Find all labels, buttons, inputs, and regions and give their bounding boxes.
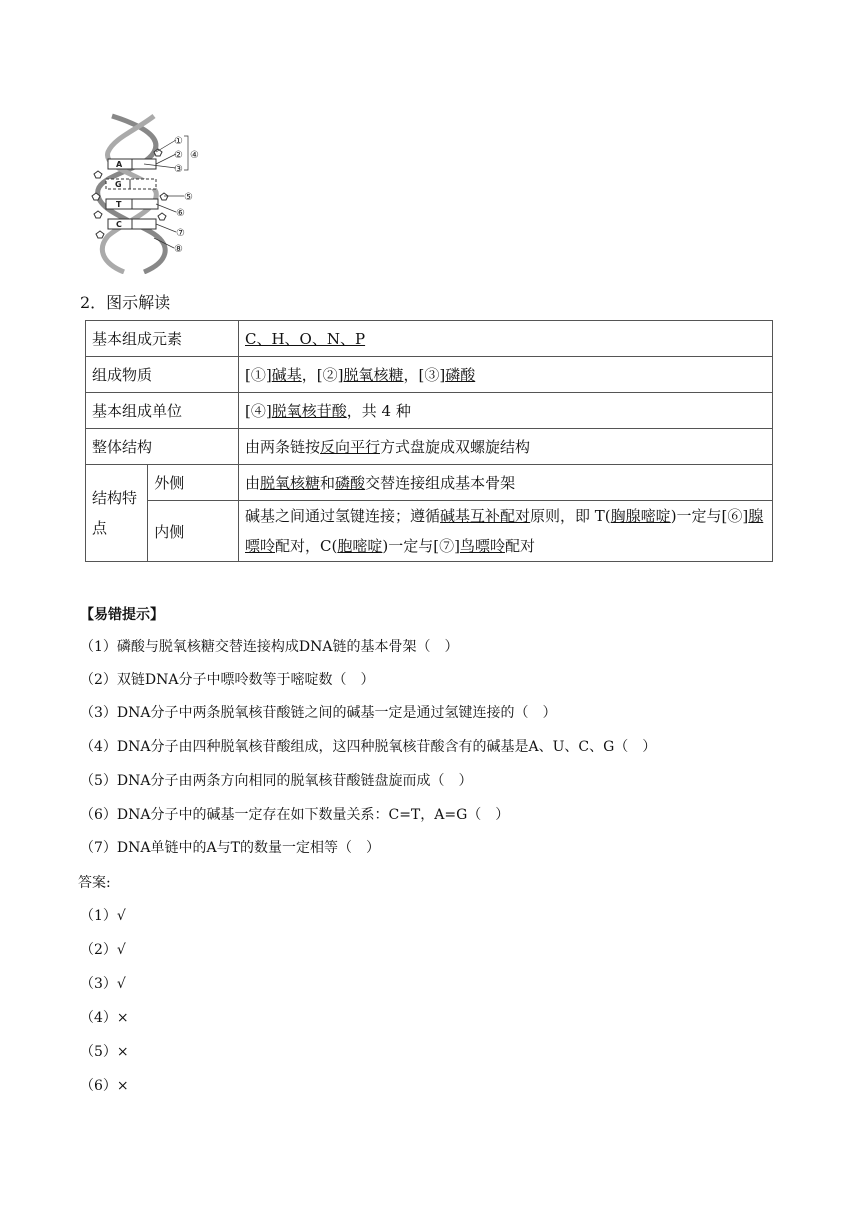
- table-row: [86, 429, 773, 465]
- group-label: 结构特点: [86, 465, 148, 562]
- underlined-answer: 磷酸: [335, 474, 366, 492]
- helix-strand-2: [102, 116, 156, 272]
- base-label-g: G: [115, 180, 122, 189]
- sub-label: 内侧: [148, 501, 239, 562]
- answer-item: （6）×: [80, 1078, 129, 1094]
- underlined-answer: 脱氧核糖: [260, 474, 321, 492]
- callout-7: ⑦: [176, 228, 185, 239]
- callout-1: ①: [174, 136, 183, 147]
- base-pair-rung: [106, 179, 156, 189]
- answer-item: （5）×: [80, 1044, 129, 1060]
- row-label: 组成物质: [86, 357, 239, 393]
- row-value: 由脱氧核糖和磷酸交替连接组成基本骨架: [239, 465, 773, 501]
- row-value: [④]脱氧核苷酸，共 4 种: [239, 393, 773, 429]
- row-label: 基本组成元素: [86, 321, 239, 357]
- underlined-answer: 碱基互补配对: [440, 507, 531, 525]
- dna-structure-figure: [84, 112, 214, 274]
- dna-structure-table: [85, 320, 773, 562]
- phosphate-pentagon: [96, 231, 104, 238]
- tips-title: 【易错提示】: [80, 607, 164, 623]
- phosphate-pentagon: [158, 213, 166, 220]
- phosphate-pentagon: [160, 193, 168, 200]
- tip-question: （7）DNA单链中的A与T的数量一定相等（ ）: [80, 840, 380, 856]
- row-value: [①]碱基，[②]脱氧核糖，[③]磷酸: [239, 357, 773, 393]
- callout-3: ③: [174, 164, 183, 175]
- underlined-answer: 碱基: [271, 366, 302, 384]
- callout-5: ⑤: [184, 192, 193, 203]
- tip-question: （6）DNA分子中的碱基一定存在如下数量关系：C=T，A=G（ ）: [80, 807, 510, 823]
- phosphate-pentagon: [94, 211, 102, 218]
- row-value: [239, 321, 773, 357]
- tip-question: （2）双链DNA分子中嘌呤数等于嘧啶数（ ）: [80, 672, 375, 688]
- base-label-t: T: [116, 200, 122, 209]
- row-label: 基本组成单位: [86, 393, 239, 429]
- underlined-answer: 胞嘧啶: [337, 537, 383, 555]
- callout-4: ④: [190, 150, 199, 161]
- table-row: [86, 501, 773, 562]
- underlined-answer: 反向平行: [320, 438, 381, 456]
- answer-item: （1）√: [80, 908, 126, 924]
- row-label: 整体结构: [86, 429, 239, 465]
- callout-6: ⑥: [176, 208, 185, 219]
- phosphate-pentagon: [94, 171, 102, 178]
- underlined-answer: 胸腺嘧啶: [610, 507, 671, 525]
- base-label-c: C: [116, 220, 122, 229]
- underlined-answer: 磷酸: [445, 366, 476, 384]
- answers-label: 答案:: [78, 875, 111, 891]
- tip-question: （1）磷酸与脱氧核糖交替连接构成DNA链的基本骨架（ ）: [80, 639, 459, 655]
- underlined-answer: 鸟嘌呤: [459, 537, 505, 555]
- row-value: 由两条链按反向平行方式盘旋成双螺旋结构: [239, 429, 773, 465]
- callout-2: ②: [174, 150, 183, 161]
- answer-item: （3）√: [80, 976, 126, 992]
- tip-question: （3）DNA分子中两条脱氧核苷酸链之间的碱基一定是通过氢键连接的（ ）: [80, 705, 557, 721]
- row-value: 碱基之间通过氢键连接；遵循碱基互补配对原则，即 T(胸腺嘧啶)一定与[⑥]腺嘌呤配对，C(胞嘧啶)一定与[⑦]鸟嘌呤配对: [239, 501, 773, 562]
- base-label-a: A: [116, 160, 123, 169]
- tip-question: （5）DNA分子由两条方向相同的脱氧核苷酸链盘旋而成（ ）: [80, 773, 473, 789]
- answer-item: （2）√: [80, 942, 126, 958]
- tip-question: （4）DNA分子由四种脱氧核苷酸组成，这四种脱氧核苷酸含有的碱基是A、U、C、G（ ）: [80, 739, 657, 755]
- section-title: 2．图示解读: [80, 293, 171, 312]
- callout-8: ⑧: [174, 244, 183, 255]
- underlined-answer: 脱氧核糖: [343, 366, 404, 384]
- sub-label: 外侧: [148, 465, 239, 501]
- elements-value: C、H、O、N、P: [245, 330, 366, 348]
- table-row: [86, 393, 773, 429]
- answer-item: （4）×: [80, 1010, 129, 1026]
- table-row: [86, 321, 773, 357]
- table-row: [86, 465, 773, 501]
- underlined-answer: 脱氧核苷酸: [271, 402, 347, 420]
- underlined-answer: 腺嘌呤: [245, 507, 764, 555]
- table-row: [86, 357, 773, 393]
